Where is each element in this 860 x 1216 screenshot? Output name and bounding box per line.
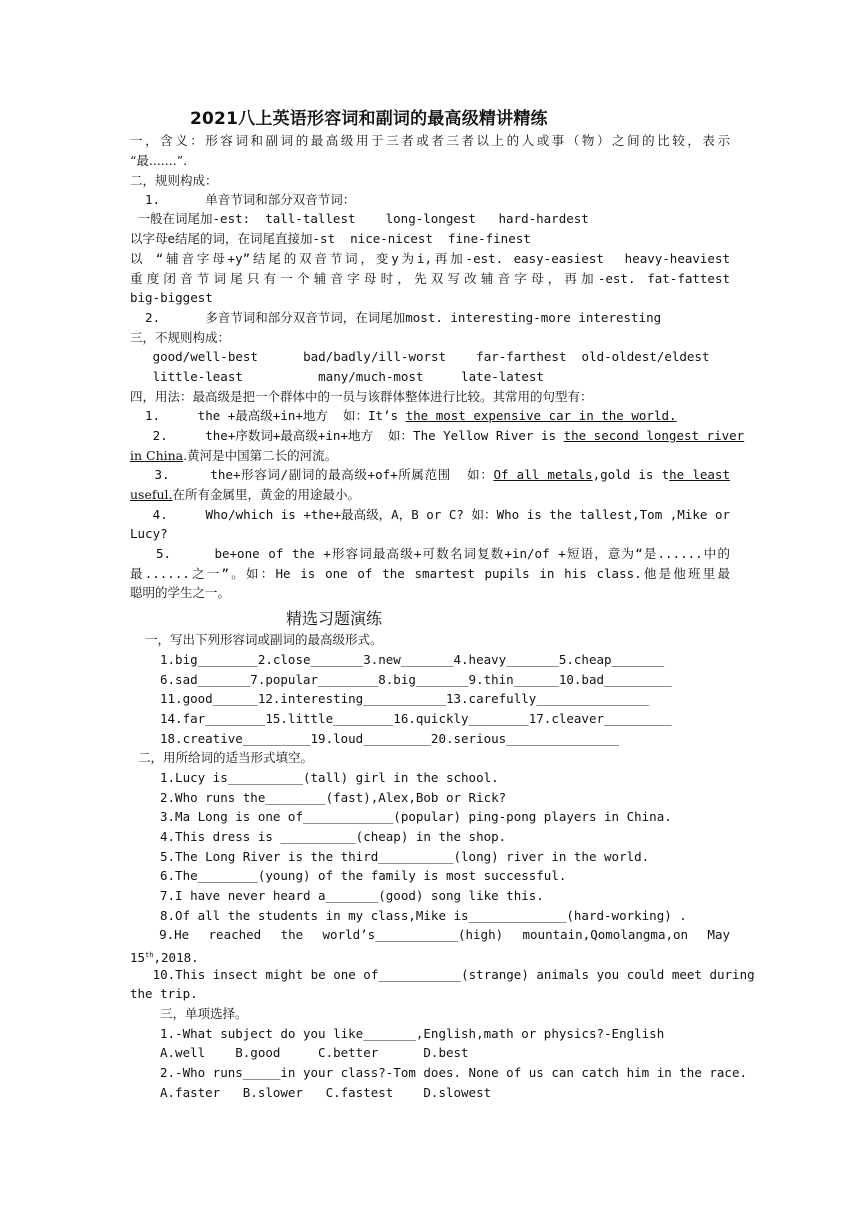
- usage-heading: 四，用法：最高级是把一个群体中的一员与该群体整体进行比较。其常用的句型有：: [130, 389, 593, 404]
- usage-pattern-4-cont: Lucy?: [130, 526, 168, 541]
- definition-line: 一，含义：形容词和副词的最高级用于三者或者三者以上的人或事（物）之间的比较，表示: [130, 133, 730, 148]
- part3-row: A.well B.good C.better D.best: [160, 1045, 469, 1060]
- rule-2: 2. 多音节词和部分双音节词，在词尾加most. interesting-more interesting: [130, 310, 662, 325]
- part1-row: 18.creative_________19.loud_________20.serious_______________: [160, 731, 620, 746]
- rule-1-e: big-biggest: [130, 290, 213, 305]
- usage-pattern-1: 1. the +最高级+in+地方 如：It’s the most expensive car in the world.: [145, 408, 677, 423]
- part2-heading: 二，用所给词的适当形式填空。: [138, 750, 314, 765]
- part2-row: 1.Lucy is__________(tall) girl in the school.: [160, 770, 499, 785]
- rule-1-a: 一般在词尾加-est: tall-tallest long-longest hard-hardest: [130, 211, 589, 226]
- irregular-heading: 三，不规则构成：: [130, 330, 231, 345]
- usage-pattern-4: 4. Who/which is +the+最高级，A，B or C? 如：Who is the tallest,Tom ,Mike or: [152, 507, 731, 522]
- part2-row-10: 10.This insect might be one of___________(strange) animals you could meet during: [152, 967, 755, 982]
- part2-row: 8.Of all the students in my class,Mike is_____________(hard-working) .: [160, 908, 687, 923]
- part2-row-9: 9.He reached the world’s___________(high) mountain,Qomolangma,on May: [159, 927, 731, 942]
- usage-pattern-5-cont: 最......之一”。如：He is one of the smartest pupils in his class.他是他班里最: [130, 566, 730, 581]
- part2-row: 4.This dress is __________(cheap) in the shop.: [160, 829, 507, 844]
- usage-pattern-5: 5. be+one of the +形容词最高级+可数名词复数+in/of +短语，意为“是......中的: [156, 546, 730, 561]
- part2-row: 5.The Long River is the third__________(long) river in the world.: [160, 849, 650, 864]
- document-title: 2021八上英语形容词和副词的最高级精讲精练: [190, 109, 548, 129]
- irregular-line-1: good/well-best bad/badly/ill-worst far-farthest old-oldest/eldest: [130, 349, 710, 364]
- rule-1-b: 以字母e结尾的词，在词尾直接加-st nice-nicest fine-finest: [130, 231, 531, 246]
- rule-1-c: 以 “辅音字母+y”结尾的双音节词，变y为i,再加-est. easy-easiest heavy-heaviest: [130, 251, 730, 266]
- rule-1-d: 重度闭音节词尾只有一个辅音字母时，先双写改辅音字母，再加-est. fat-fattest: [130, 271, 730, 286]
- definition-line-2: “最.......”.: [130, 153, 188, 168]
- part2-row: 2.Who runs the________(fast),Alex,Bob or Rick?: [160, 790, 507, 805]
- part1-heading: 一，写出下列形容词或副词的最高级形式。: [145, 632, 383, 647]
- part3-row: 1.-What subject do you like_______,English,math or physics?-English: [160, 1026, 665, 1041]
- rules-heading: 二，规则构成：: [130, 173, 218, 188]
- part3-row: A.faster B.slower C.fastest D.slowest: [160, 1085, 492, 1100]
- irregular-line-2: little-least many/much-most late-latest: [130, 369, 544, 384]
- part3-heading: 三，单项选择。: [160, 1006, 248, 1021]
- part1-row: 6.sad_______7.popular________8.big_______9.thin______10.bad_________: [160, 672, 672, 687]
- usage-pattern-3: 3. the+形容词/副词的最高级+of+所属范围 如：Of all metals,gold is the least: [154, 467, 730, 482]
- part1-row: 11.good______12.interesting___________13.carefully_______________: [160, 691, 650, 706]
- part2-row: 3.Ma Long is one of____________(popular) ping-pong players in China.: [160, 809, 672, 824]
- usage-pattern-3-cont: useful.在所有金属里，黄金的用途最小。: [130, 487, 361, 502]
- exercise-title: 精选习题演练: [286, 609, 383, 628]
- rule-1-title: 1. 单音节词和部分双音节词：: [145, 192, 356, 207]
- part1-row: 14.far________15.little________16.quickly________17.cleaver_________: [160, 711, 672, 726]
- usage-pattern-2-cont: in China.黄河是中国第二长的河流。: [130, 448, 338, 463]
- part2-row-9-cont: 15th,2018.: [130, 950, 199, 965]
- part1-row: 1.big________2.close_______3.new_______4.heavy_______5.cheap_______: [160, 652, 665, 667]
- part2-row: 6.The________(young) of the family is most successful.: [160, 868, 567, 883]
- usage-pattern-5-cont-2: 聪明的学生之一。: [130, 585, 231, 600]
- part3-row: 2.-Who runs_____in your class?-Tom does. None of us can catch him in the race.: [160, 1065, 747, 1080]
- part2-row-10-cont: the trip.: [130, 986, 198, 1001]
- usage-pattern-2: 2. the+序数词+最高级+in+地方 如：The Yellow River is the second longest river: [152, 428, 745, 443]
- part2-row: 7.I have never heard a_______(good) song like this.: [160, 888, 544, 903]
